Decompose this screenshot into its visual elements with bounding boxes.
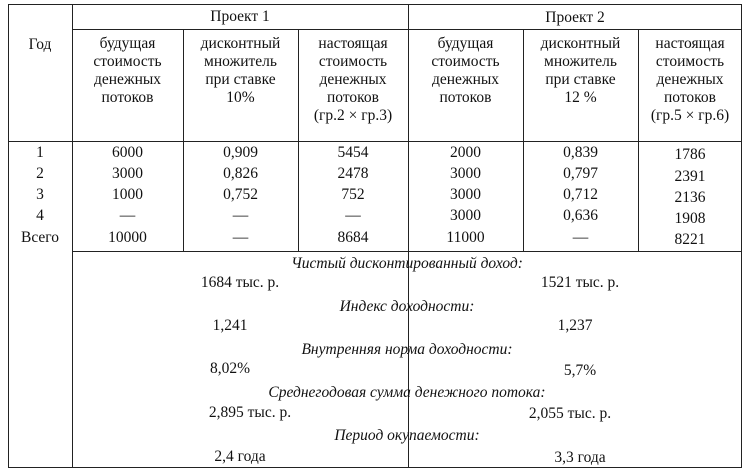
p1-future-value-cell: 10000 — [108, 229, 147, 246]
p2-future-value-cell: 3000 — [450, 186, 481, 203]
p1-present-value-cell: 752 — [341, 186, 365, 203]
p2-future-value-cell: 2000 — [450, 144, 481, 161]
avg-cash-flow-label: Среднегодовая сумма денежного потока: — [268, 384, 546, 401]
p2-discount-factor-cell: 0,839 — [563, 144, 598, 161]
project-2-title: Проект 2 — [545, 9, 605, 26]
p1-discount-factor-cell: 0,752 — [223, 186, 258, 203]
p1-present-value-cell: 8684 — [337, 229, 369, 246]
p1-discount-factor-header: дисконтный множитель при ставке 10% — [200, 35, 281, 106]
p1-present-value-cell: 5454 — [337, 144, 369, 161]
year-cell: 1 — [36, 144, 44, 161]
p2-future-value-cell: 3000 — [450, 165, 481, 182]
p2-present-value-cell: 1786 — [674, 146, 706, 163]
p2-present-value-cell: 8221 — [674, 231, 706, 248]
p1-future-value-cell: 3000 — [112, 165, 143, 182]
p1-future-value-cell: 6000 — [112, 144, 143, 161]
profitability-index-p1-value: 1,241 — [212, 317, 248, 334]
p1-discount-factor-cell: 0,909 — [223, 144, 258, 161]
year-cell: Всего — [20, 229, 59, 246]
project-1-title: Проект 1 — [210, 8, 270, 25]
p1-discount-factor-cell: — — [232, 207, 249, 224]
year-header: Год — [28, 36, 52, 53]
profitability-index-p2-value: 1,237 — [557, 317, 593, 334]
p2-present-value-header: настоящая стоимость денежных потоков (гр.5 × гр.6) — [650, 35, 730, 124]
npv-label: Чистый дисконтированный доход: — [291, 255, 523, 272]
p1-future-value-cell: 1000 — [112, 186, 143, 203]
profitability-index-label: Индекс доходности: — [339, 298, 475, 315]
p1-discount-factor-cell: 0,826 — [223, 165, 258, 182]
payback-period-label: Период окупаемости: — [334, 427, 480, 444]
irr-label: Внутренняя норма доходности: — [301, 341, 513, 358]
p1-future-value-cell: — — [119, 207, 136, 224]
summary-top-line — [72, 251, 742, 252]
p2-discount-factor-cell: 0,712 — [563, 186, 598, 203]
irr-p2-value: 5,7% — [563, 362, 597, 379]
p1-present-value-cell: 2478 — [337, 165, 369, 182]
year-cell: 3 — [36, 186, 44, 203]
p2-present-value-cell: 2391 — [674, 168, 706, 185]
npv-p2-value: 1521 тыс. р. — [540, 274, 620, 291]
p1-future-value-header: будущая стоимость денежных потоков — [93, 35, 162, 106]
p2-present-value-cell: 1908 — [674, 210, 706, 227]
p2-present-value-cell: 2136 — [674, 189, 706, 206]
p1-present-value-header: настоящая стоимость денежных потоков (гр.2 × гр.3) — [313, 35, 393, 124]
p2-discount-factor-header: дисконтный множитель при ставке 12 % — [540, 35, 621, 106]
p2-discount-factor-cell: 0,797 — [563, 165, 598, 182]
p2-future-value-cell: 11000 — [446, 229, 485, 246]
year-cell: 2 — [36, 165, 44, 182]
npv-p1-value: 1684 тыс. р. — [200, 274, 280, 291]
avg-cash-flow-p2-value: 2,055 тыс. р. — [528, 405, 612, 422]
payback-period-p2-value: 3,3 года — [554, 449, 606, 466]
year-cell: 4 — [36, 207, 44, 224]
p2-future-value-cell: 3000 — [450, 207, 481, 224]
p1-present-value-cell: — — [345, 207, 361, 224]
p2-discount-factor-cell: 0,636 — [563, 207, 598, 224]
irr-p1-value: 8,02% — [209, 360, 251, 377]
payback-period-p1-value: 2,4 года — [214, 448, 266, 465]
p2-future-value-header: будущая стоимость денежных потоков — [431, 35, 500, 106]
p1-discount-factor-cell: — — [232, 229, 249, 246]
p2-discount-factor-cell: — — [572, 229, 589, 246]
avg-cash-flow-p1-value: 2,895 тыс. р. — [208, 404, 292, 421]
project-header-underline — [72, 29, 742, 30]
